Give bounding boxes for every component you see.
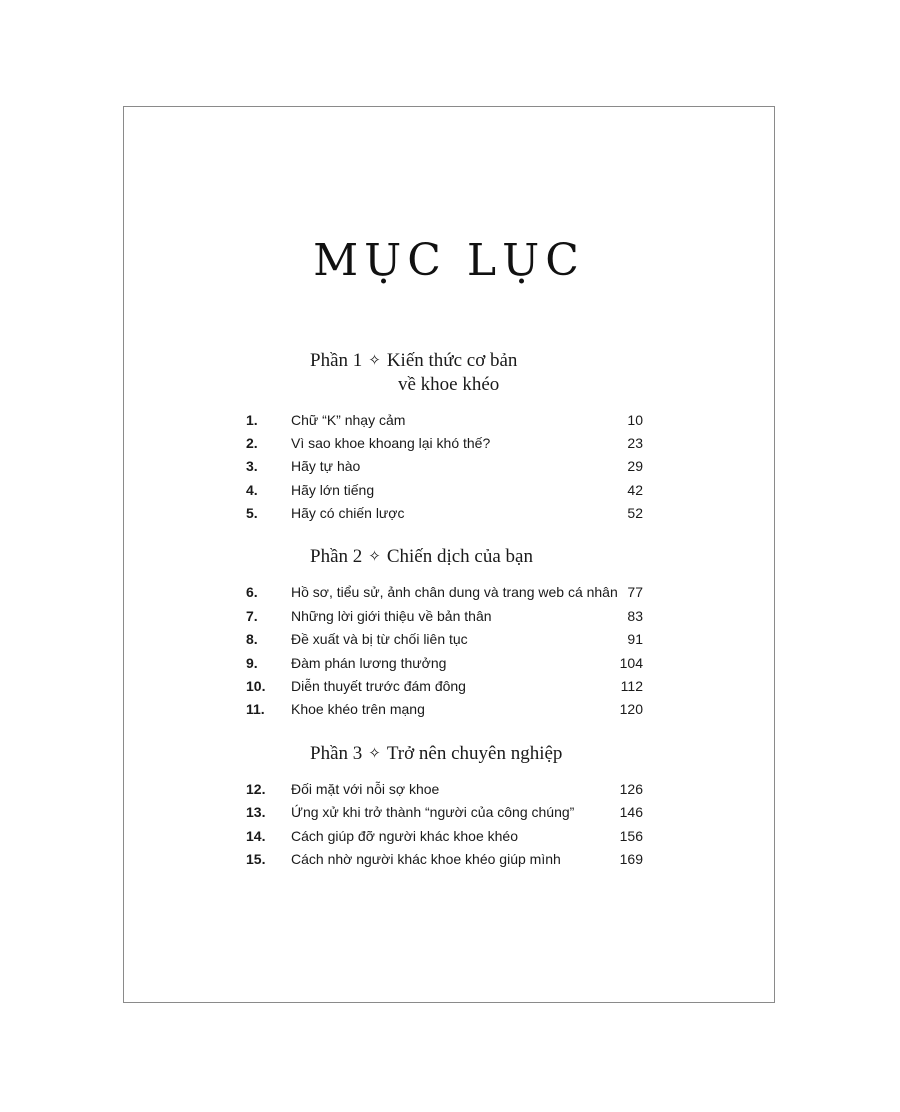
chapter-title: Hãy có chiến lược [291, 505, 405, 521]
chapter-title: Hãy tự hào [291, 458, 361, 474]
chapter-title: Đàm phán lương thưởng [291, 655, 447, 671]
chapter-title: Diễn thuyết trước đám đông [291, 678, 466, 694]
sparkle-icon: ✧ [368, 353, 381, 369]
toc-entry[interactable] [124, 628, 774, 651]
toc-entry[interactable] [124, 698, 774, 721]
chapter-title: Đề xuất và bị từ chối liên tục [291, 631, 468, 647]
part-title-continued: về khoe khéo [398, 374, 500, 395]
chapter-number: 3. [246, 458, 258, 474]
part-label: Phần 1 [310, 350, 363, 371]
chapter-number: 1. [246, 412, 258, 428]
chapter-title: Hãy lớn tiếng [291, 482, 375, 498]
chapter-number: 12. [246, 781, 266, 797]
chapter-number: 14. [246, 828, 266, 844]
chapter-title: Ứng xử khi trở thành “người của công chúng” [291, 804, 575, 820]
chapter-number: 2. [246, 435, 258, 451]
sparkle-icon: ✧ [368, 746, 381, 762]
part-title: Trở nên chuyên nghiệp [386, 743, 563, 764]
part-1-heading [310, 349, 517, 397]
page-title: MỤC LỤC [313, 235, 585, 286]
part-label: Phần 3 [310, 743, 363, 764]
toc-entry[interactable] [124, 502, 774, 525]
sparkle-icon: ✧ [368, 549, 381, 565]
toc-entry[interactable] [124, 581, 774, 604]
page-number: 104 [619, 655, 643, 671]
page-number: 169 [619, 851, 643, 867]
page-number: 23 [627, 435, 643, 451]
page-number: 120 [619, 701, 643, 717]
chapter-number: 15. [246, 851, 266, 867]
chapter-title: Cách giúp đỡ người khác khoe khéo [291, 828, 518, 844]
chapter-title: Đối mặt với nỗi sợ khoe [291, 781, 440, 797]
chapter-number: 9. [246, 655, 258, 671]
toc-entry[interactable] [124, 778, 774, 801]
chapter-title: Hồ sơ, tiểu sử, ảnh chân dung và trang web cá nhân [291, 584, 618, 600]
chapter-title: Cách nhờ người khác khoe khéo giúp mình [291, 851, 561, 867]
chapter-number: 8. [246, 631, 258, 647]
page-number: 10 [627, 412, 643, 428]
toc-entry[interactable] [124, 455, 774, 478]
chapter-number: 11. [246, 701, 265, 717]
toc-entry[interactable] [124, 605, 774, 628]
chapter-number: 5. [246, 505, 258, 521]
chapter-title: Chữ “K” nhạy cảm [291, 412, 406, 428]
toc-entry[interactable] [124, 652, 774, 675]
part-title: Kiến thức cơ bản [386, 350, 518, 371]
toc-entry[interactable] [124, 848, 774, 871]
book-page [123, 106, 775, 1003]
part-title: Chiến dịch của bạn [386, 546, 533, 567]
page-number: 52 [627, 505, 643, 521]
part-2-heading [310, 545, 533, 569]
chapter-number: 4. [246, 482, 258, 498]
page-number: 83 [627, 608, 643, 624]
toc-entry[interactable] [124, 825, 774, 848]
page-number: 42 [627, 482, 643, 498]
toc-entry[interactable] [124, 432, 774, 455]
page-number: 112 [620, 678, 643, 694]
chapter-number: 13. [246, 804, 266, 820]
toc-entry[interactable] [124, 479, 774, 502]
toc-entry[interactable] [124, 409, 774, 432]
page-number: 91 [627, 631, 643, 647]
page-number: 146 [619, 804, 643, 820]
page-number: 29 [627, 458, 643, 474]
toc-entry[interactable] [124, 801, 774, 824]
page-number: 156 [619, 828, 643, 844]
chapter-number: 6. [246, 584, 258, 600]
chapter-title: Vì sao khoe khoang lại khó thế? [291, 435, 491, 451]
chapter-title: Khoe khéo trên mạng [291, 701, 425, 717]
chapter-title: Những lời giới thiệu về bản thân [291, 608, 492, 624]
page-number: 126 [619, 781, 643, 797]
toc-entry[interactable] [124, 675, 774, 698]
chapter-number: 7. [246, 608, 258, 624]
part-3-heading [310, 742, 562, 766]
page-number: 77 [627, 584, 643, 600]
part-label: Phần 2 [310, 546, 363, 567]
chapter-number: 10. [246, 678, 266, 694]
